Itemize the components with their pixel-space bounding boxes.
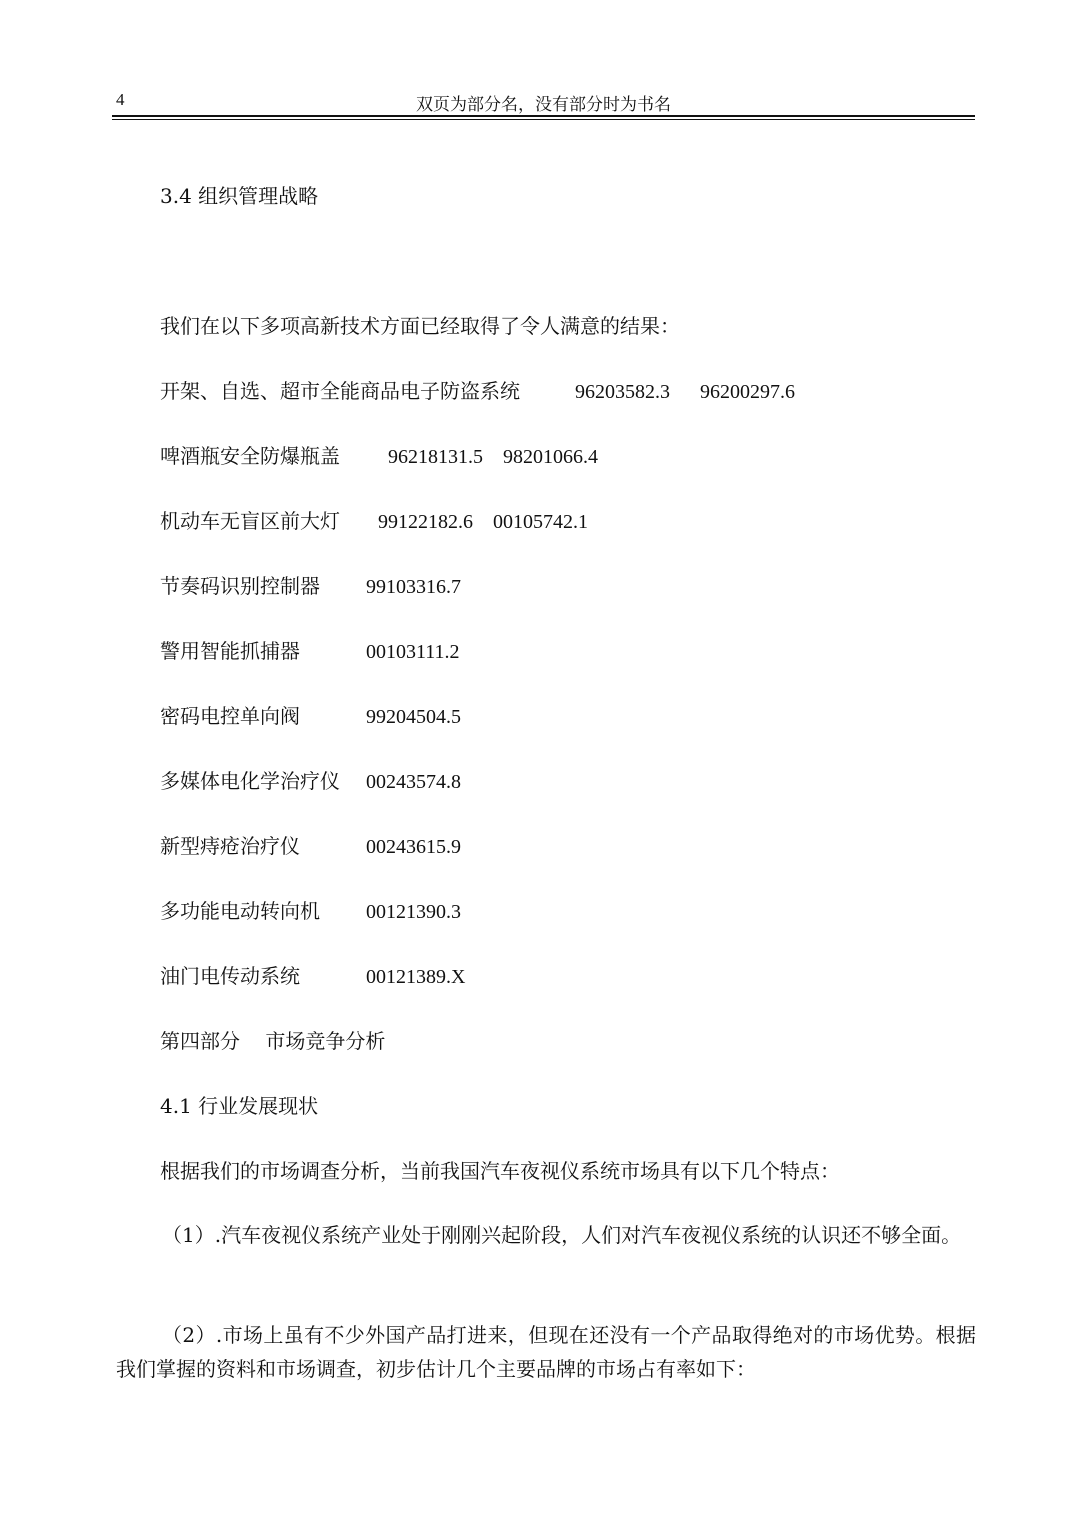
header-rule-thin [112,119,975,120]
patent-row [160,511,588,532]
subsection-heading: 4.1 行业发展现状 [160,1094,319,1118]
patent-name: 警用智能抓捕器 [160,639,300,663]
running-title: 双页为部分名，没有部分时为书名 [416,95,671,115]
part-heading: 第四部分 市场竞争分析 [160,1029,386,1053]
patent-name: 密码电控单向阀 [160,704,300,728]
patent-row [160,771,461,792]
patent-numbers: 00243574.8 [366,771,461,793]
page-header [112,88,975,116]
patent-row [160,901,461,922]
patent-name: 多功能电动转向机 [160,899,320,923]
header-rule-thick [112,115,975,117]
patent-row [160,576,461,597]
patent-name: 节奏码识别控制器 [160,574,320,598]
patent-name: 机动车无盲区前大灯 [160,509,340,533]
patent-name: 多媒体电化学治疗仪 [160,769,340,793]
patent-numbers: 99122182.6 00105742.1 [378,511,588,533]
patent-numbers: 00121390.3 [366,901,461,923]
point-paragraph: （2）.市场上虽有不少外国产品打进来，但现在还没有一个产品取得绝对的市场优势。根据我们掌握的资料和市场调查，初步估计几个主要品牌的市场占有率如下： [116,1323,976,1381]
point-paragraph: （1）.汽车夜视仪系统产业处于刚刚兴起阶段，人们对汽车夜视仪系统的认识还不够全面。 [162,1223,962,1247]
patent-numbers: 99204504.5 [366,706,461,728]
patent-row [160,641,460,662]
patent-name: 新型痔疮治疗仪 [160,834,300,858]
lead-paragraph: 根据我们的市场调查分析，当前我国汽车夜视仪系统市场具有以下几个特点： [160,1159,840,1183]
patent-row [160,706,461,727]
patent-numbers: 00121389.X [366,966,466,988]
patent-numbers: 00103111.2 [366,641,460,663]
patent-numbers: 00243615.9 [366,836,461,858]
patent-row [160,381,795,402]
patent-row [160,446,598,467]
intro-text: 我们在以下多项高新技术方面已经取得了令人满意的结果： [160,314,680,338]
patent-name: 油门电传动系统 [160,964,300,988]
section-heading: 3.4 组织管理战略 [160,184,319,208]
patent-numbers: 99103316.7 [366,576,461,598]
patent-numbers: 96203582.3 96200297.6 [575,381,795,403]
patent-numbers: 96218131.5 98201066.4 [388,446,598,468]
patent-name: 开架、自选、超市全能商品电子防盗系统 [160,379,520,403]
patent-row [160,836,461,857]
patent-name: 啤酒瓶安全防爆瓶盖 [160,444,340,468]
page-number: 4 [116,90,125,109]
patent-row [160,966,465,987]
